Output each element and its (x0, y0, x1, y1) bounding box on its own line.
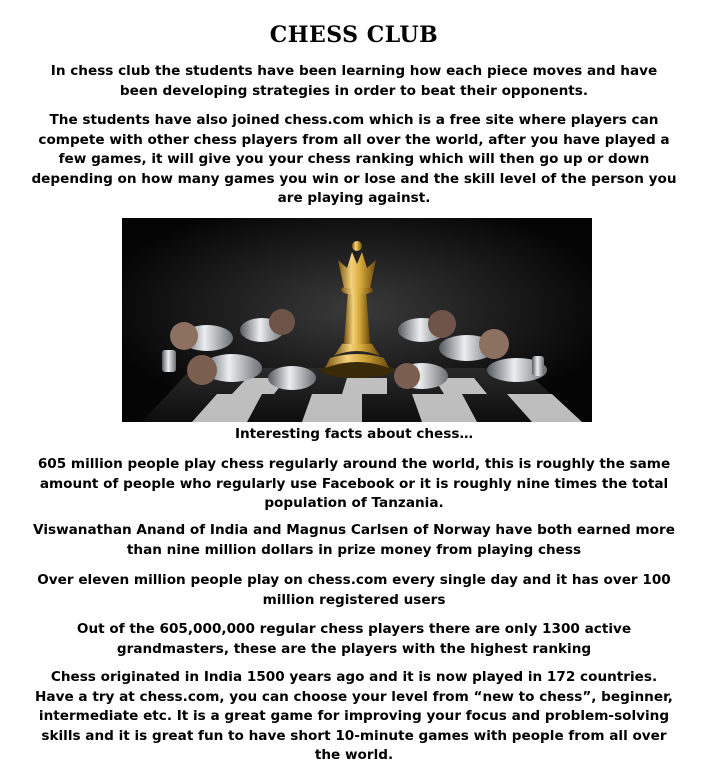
chess-photo-illustration (122, 218, 592, 422)
chess-pieces-photo (122, 218, 592, 422)
fact-paragraph-1: 605 million people play chess regularly around the world, this is roughly the same amount of people who regularly use Facebook or it is roughly nine times the total population of Tanzania. (37, 456, 671, 511)
intro-paragraph-2: The students have also joined chess.com which is a free site where players can compete with other chess players from all over the world, after you have played a few games, it will give you your chess ranking which will then go up or down depending on how many games you win or lose and the skill level of the person you are playing against. (31, 112, 677, 206)
facts-heading: Interesting facts about chess… (234, 426, 474, 442)
fact-paragraph-5: Chess originated in India 1500 years ago and it is now played in 172 countries. Have a try at chess.com, you can choose your level from “new to chess”, beginner, intermediate etc. It is a great game for improving your focus and problem-solving skills and it is great fun to have short 10-minute games with people from all over the world. (35, 669, 673, 763)
fact-paragraph-3: Over eleven million people play on chess.com every single day and it has over 100 million registered users (37, 572, 671, 608)
fact-paragraph-2: Viswanathan Anand of India and Magnus Carlsen of Norway have both earned more than nine million dollars in prize money from playing chess (33, 522, 675, 558)
fact-paragraph-4: Out of the 605,000,000 regular chess players there are only 1300 active grandmasters, these are the players with the highest ranking (76, 621, 632, 657)
page-title: CHESS CLUB (269, 22, 439, 48)
intro-paragraph-1: In chess club the students have been learning how each piece moves and have been developing strategies in order to beat their opponents. (50, 63, 658, 99)
